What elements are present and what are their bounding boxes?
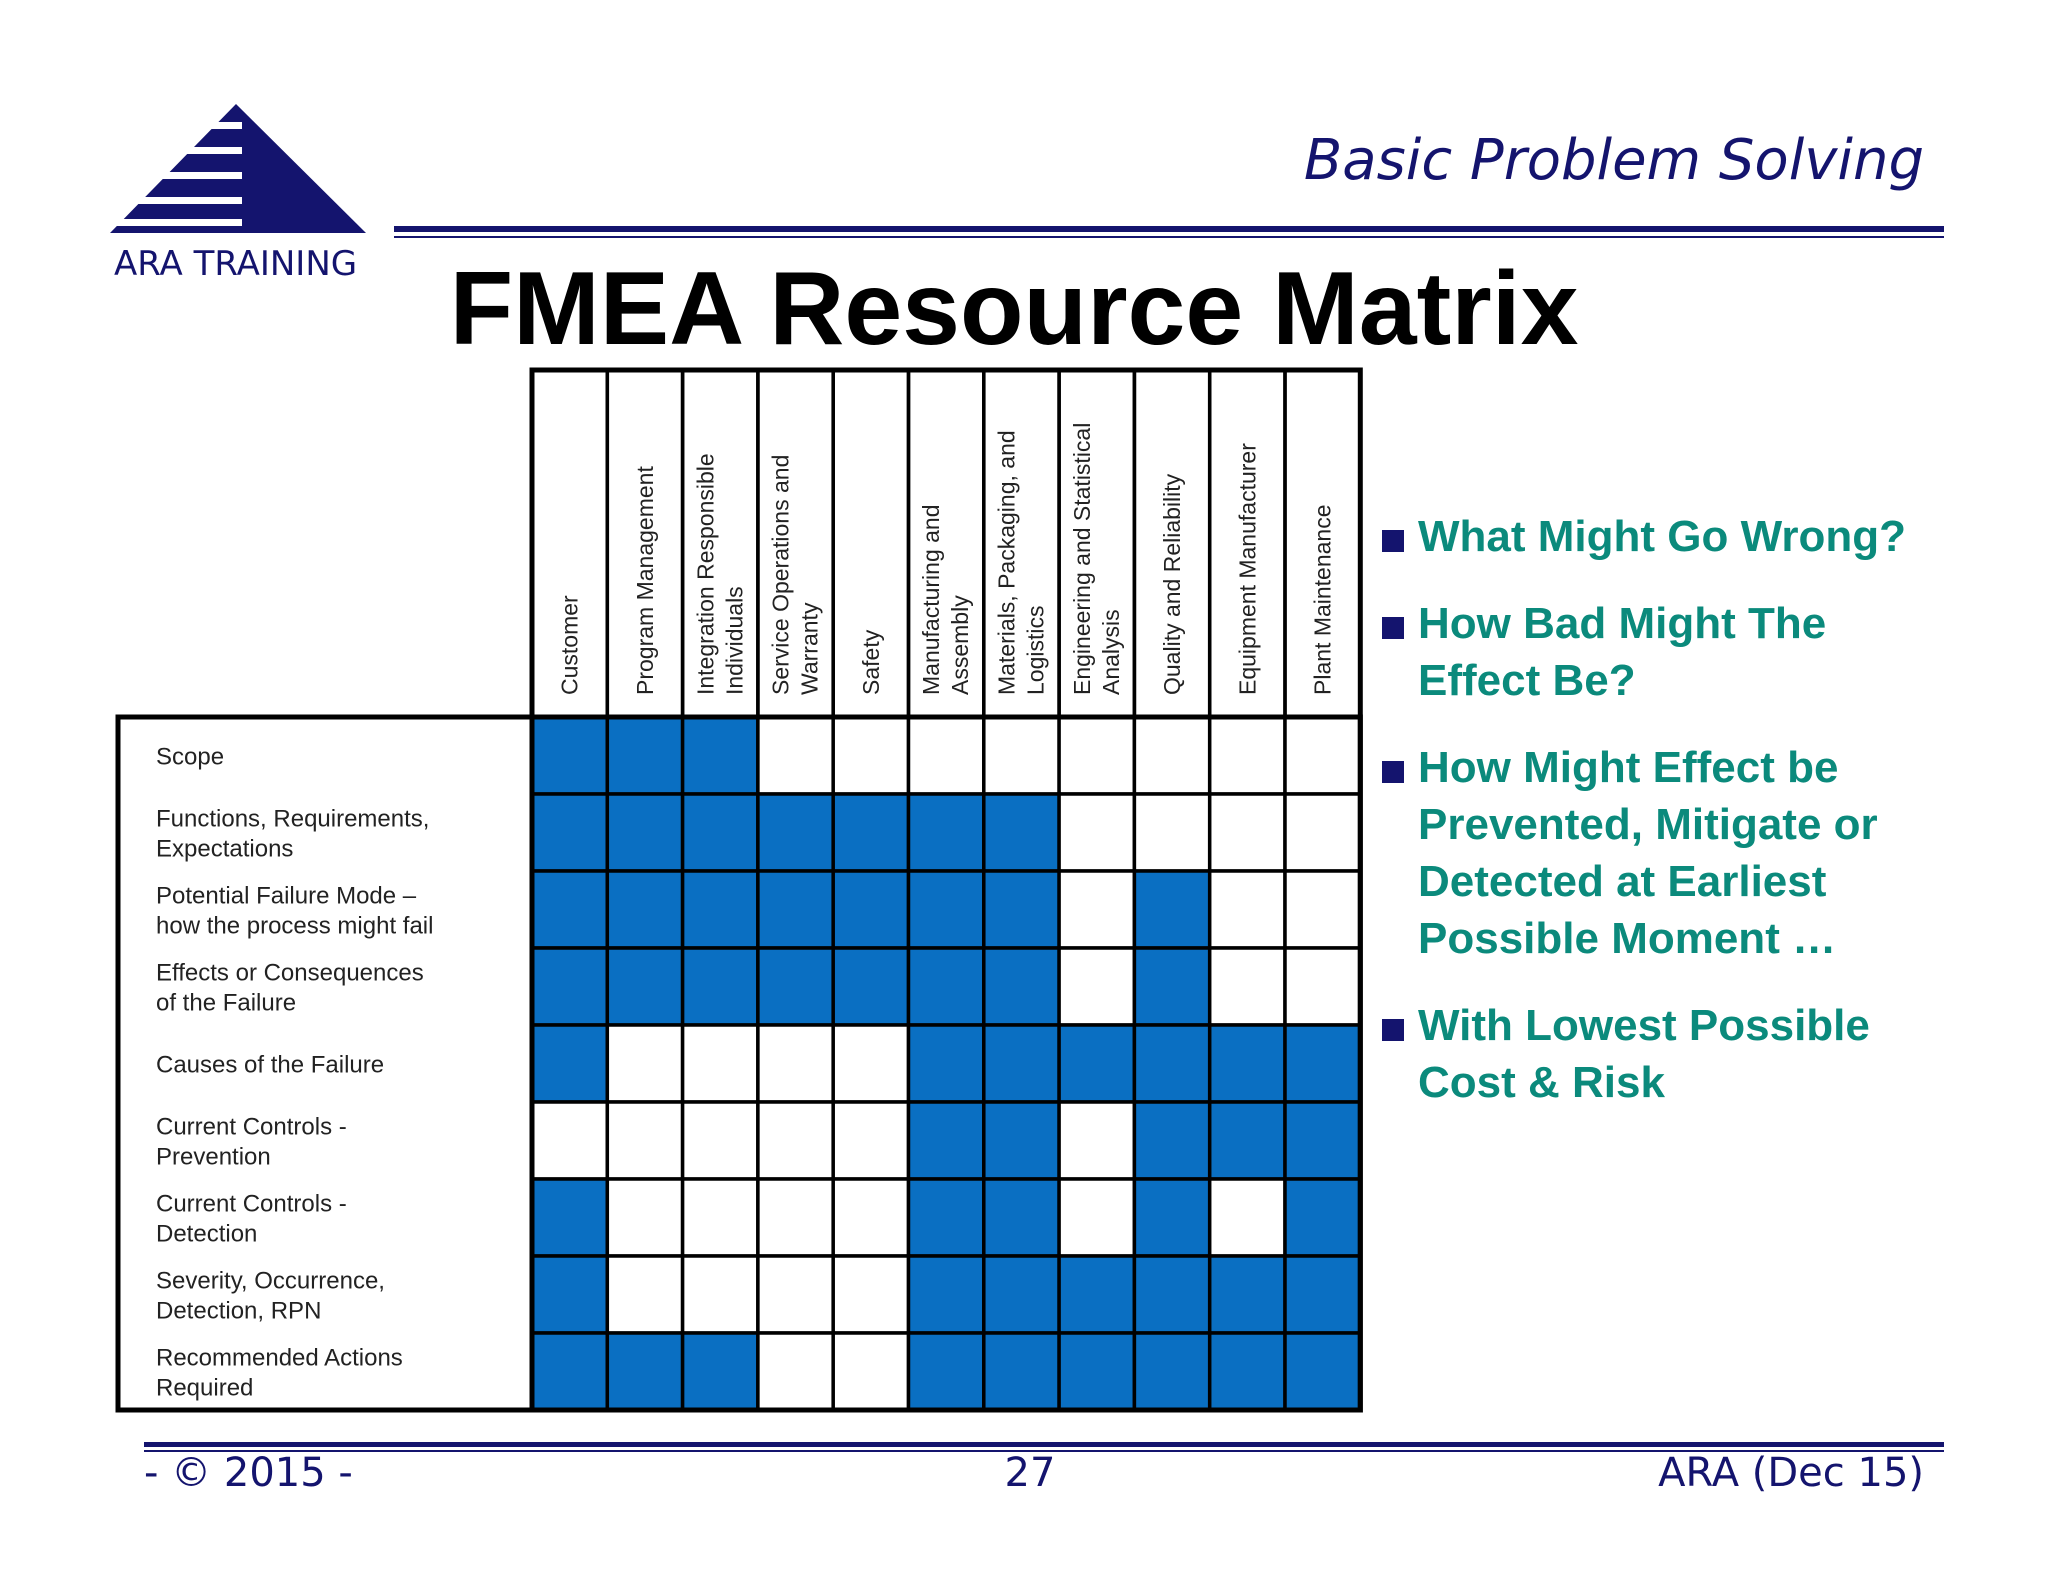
matrix-cell-r5-c5 (833, 1025, 908, 1102)
matrix-cell-r1-c1 (532, 717, 607, 794)
matrix-row-label: Current Controls -Prevention (156, 1113, 347, 1171)
matrix-column-header: Integration Responsible Individuals (692, 453, 748, 695)
matrix-cell-r5-c8 (1059, 1025, 1134, 1102)
matrix-cell-r9-c9 (1134, 1333, 1209, 1410)
bullet-text-line: How Might Effect be (1418, 743, 1839, 792)
matrix-cell-r8-c9 (1134, 1256, 1209, 1333)
matrix-cell-r2-c2 (607, 794, 682, 871)
matrix-cell-r9-c4 (758, 1333, 833, 1410)
matrix-cell-r9-c8 (1059, 1333, 1134, 1410)
logo-text: ARA TRAINING (114, 244, 358, 284)
matrix-cell-r6-c9 (1134, 1102, 1209, 1179)
matrix-cell-r6-c11 (1285, 1102, 1360, 1179)
matrix-cell-r4-c3 (683, 948, 758, 1025)
matrix-row-label: Effects or Consequences of the Failure (156, 959, 424, 1017)
matrix-cell-r4-c8 (1059, 948, 1134, 1025)
matrix-cell-r4-c4 (758, 948, 833, 1025)
matrix-cell-r2-c9 (1134, 794, 1209, 871)
matrix-cell-r8-c6 (909, 1256, 984, 1333)
footer-rule (144, 1442, 1944, 1447)
matrix-cell-r1-c2 (607, 717, 682, 794)
matrix-cell-r6-c6 (909, 1102, 984, 1179)
matrix-cell-r7-c5 (833, 1179, 908, 1256)
bullet-item (1382, 739, 1962, 967)
matrix-cell-r1-c4 (758, 717, 833, 794)
matrix-cell-r6-c7 (984, 1102, 1059, 1179)
matrix-cell-r8-c1 (532, 1256, 607, 1333)
matrix-column-header: Quality and Reliability (1159, 473, 1186, 695)
matrix-cell-r6-c1 (532, 1102, 607, 1179)
matrix-cell-r7-c2 (607, 1179, 682, 1256)
matrix-cell-r2-c3 (683, 794, 758, 871)
matrix-cell-r3-c3 (683, 871, 758, 948)
matrix-cell-r9-c11 (1285, 1333, 1360, 1410)
matrix-cell-r3-c5 (833, 871, 908, 948)
matrix-cell-r1-c10 (1210, 717, 1285, 794)
matrix-row-label: Potential Failure Mode – how the process might fail (156, 882, 434, 940)
matrix-cell-r6-c4 (758, 1102, 833, 1179)
matrix-cell-r4-c10 (1210, 948, 1285, 1025)
matrix-cell-r9-c10 (1210, 1333, 1285, 1410)
matrix-cell-r7-c3 (683, 1179, 758, 1256)
bullet-text-line: Effect Be? (1418, 656, 1636, 705)
matrix-cell-r5-c11 (1285, 1025, 1360, 1102)
matrix-cell-r5-c6 (909, 1025, 984, 1102)
matrix-cell-r9-c6 (909, 1333, 984, 1410)
matrix-cell-r1-c6 (909, 717, 984, 794)
matrix-cell-r2-c5 (833, 794, 908, 871)
matrix-cell-r8-c11 (1285, 1256, 1360, 1333)
matrix-cell-r5-c7 (984, 1025, 1059, 1102)
matrix-row-label: Current Controls -Detection (156, 1190, 347, 1248)
matrix-column-header: Materials, Packaging, and Logistics (993, 430, 1049, 695)
matrix-cell-r5-c2 (607, 1025, 682, 1102)
matrix-cell-r4-c7 (984, 948, 1059, 1025)
matrix-cell-r2-c10 (1210, 794, 1285, 871)
matrix-cell-r4-c9 (1134, 948, 1209, 1025)
matrix-cell-r8-c7 (984, 1256, 1059, 1333)
matrix-cell-r4-c6 (909, 948, 984, 1025)
matrix-cell-r9-c3 (683, 1333, 758, 1410)
matrix-row-label: Causes of the Failure (156, 1051, 385, 1079)
bullet-item (1382, 595, 1962, 709)
matrix-column-header: Equipment Manufacturer (1234, 443, 1261, 695)
matrix-cell-r1-c3 (683, 717, 758, 794)
matrix-cell-r4-c5 (833, 948, 908, 1025)
matrix-cell-r8-c8 (1059, 1256, 1134, 1333)
matrix-row-label: Scope (156, 743, 225, 771)
matrix-cell-r6-c8 (1059, 1102, 1134, 1179)
page-number: 27 (1004, 1450, 1056, 1496)
bullet-list (1382, 508, 1962, 1141)
matrix-row-label: Functions, Requirements, Expectations (156, 805, 430, 863)
matrix-cell-r1-c11 (1285, 717, 1360, 794)
matrix-cell-r5-c1 (532, 1025, 607, 1102)
matrix-cell-r8-c10 (1210, 1256, 1285, 1333)
matrix-cell-r1-c8 (1059, 717, 1134, 794)
page-title: FMEA Resource Matrix (449, 251, 1579, 367)
matrix-cell-r2-c1 (532, 794, 607, 871)
matrix-cell-r4-c11 (1285, 948, 1360, 1025)
matrix-cell-r2-c4 (758, 794, 833, 871)
matrix-column-header: Safety (857, 629, 884, 695)
matrix-cell-r3-c8 (1059, 871, 1134, 948)
matrix-column-header: Customer (556, 595, 583, 695)
matrix-cell-r2-c8 (1059, 794, 1134, 871)
matrix-cell-r9-c1 (532, 1333, 607, 1410)
matrix-cell-r6-c3 (683, 1102, 758, 1179)
matrix-cell-r7-c11 (1285, 1179, 1360, 1256)
matrix-cell-r6-c10 (1210, 1102, 1285, 1179)
matrix-cell-r1-c7 (984, 717, 1059, 794)
matrix-cell-r3-c9 (1134, 871, 1209, 948)
footer-date: ARA (Dec 15) (1658, 1450, 1924, 1496)
matrix-cell-r7-c7 (984, 1179, 1059, 1256)
matrix-cell-r3-c10 (1210, 871, 1285, 948)
matrix-cell-r6-c5 (833, 1102, 908, 1179)
square-bullet-icon (1382, 617, 1404, 639)
matrix-cell-r8-c4 (758, 1256, 833, 1333)
matrix-cell-r3-c6 (909, 871, 984, 948)
bullet-text-line: How Bad Might The (1418, 599, 1827, 648)
matrix-cell-r3-c4 (758, 871, 833, 948)
matrix-cell-r8-c5 (833, 1256, 908, 1333)
matrix-cell-r7-c1 (532, 1179, 607, 1256)
bullet-text-line: Possible Moment … (1418, 914, 1837, 963)
matrix-cell-r2-c6 (909, 794, 984, 871)
matrix-cell-r6-c2 (607, 1102, 682, 1179)
matrix-cell-r9-c7 (984, 1333, 1059, 1410)
square-bullet-icon (1382, 1019, 1404, 1041)
matrix-cell-r7-c4 (758, 1179, 833, 1256)
matrix-cell-r2-c11 (1285, 794, 1360, 871)
bullet-item (1382, 508, 1962, 565)
bullet-text-line: What Might Go Wrong? (1418, 512, 1906, 561)
matrix-row-label: Severity, Occurrence, Detection, RPN (156, 1267, 385, 1325)
matrix-column-header: Plant Maintenance (1309, 504, 1336, 695)
square-bullet-icon (1382, 530, 1404, 552)
matrix-cell-r7-c8 (1059, 1179, 1134, 1256)
matrix-cell-r8-c3 (683, 1256, 758, 1333)
matrix-cell-r4-c2 (607, 948, 682, 1025)
footer-copyright: - © 2015 - (144, 1450, 353, 1496)
matrix-cell-r8-c2 (607, 1256, 682, 1333)
matrix-cell-r7-c9 (1134, 1179, 1209, 1256)
matrix-cell-r3-c1 (532, 871, 607, 948)
matrix-column-header: Service Operations and Warranty (767, 454, 823, 695)
matrix-cell-r1-c5 (833, 717, 908, 794)
matrix-cell-r3-c2 (607, 871, 682, 948)
matrix-cell-r9-c5 (833, 1333, 908, 1410)
matrix-cell-r2-c7 (984, 794, 1059, 871)
bullet-text-line: With Lowest Possible (1418, 1001, 1870, 1050)
matrix-column-header: Engineering and Statistical Analysis (1068, 422, 1124, 695)
matrix-cell-r7-c10 (1210, 1179, 1285, 1256)
matrix-cell-r3-c7 (984, 871, 1059, 948)
matrix-cell-r5-c3 (683, 1025, 758, 1102)
matrix-cell-r5-c4 (758, 1025, 833, 1102)
bullet-text-line: Cost & Risk (1418, 1058, 1665, 1107)
matrix-column-header: Manufacturing and Assembly (918, 504, 974, 695)
bullet-text-line: Prevented, Mitigate or (1418, 800, 1878, 849)
matrix-column-header: Program Management (631, 466, 658, 695)
matrix-cell-r1-c9 (1134, 717, 1209, 794)
matrix-cell-r9-c2 (607, 1333, 682, 1410)
matrix-cell-r5-c9 (1134, 1025, 1209, 1102)
square-bullet-icon (1382, 761, 1404, 783)
bullet-text-line: Detected at Earliest (1418, 857, 1827, 906)
header-title: Basic Problem Solving (1303, 128, 1924, 193)
matrix-cell-r4-c1 (532, 948, 607, 1025)
matrix-cell-r7-c6 (909, 1179, 984, 1256)
matrix-cell-r3-c11 (1285, 871, 1360, 948)
matrix-cell-r5-c10 (1210, 1025, 1285, 1102)
bullet-item (1382, 997, 1962, 1111)
matrix-row-label: Recommended Actions Required (156, 1344, 403, 1402)
